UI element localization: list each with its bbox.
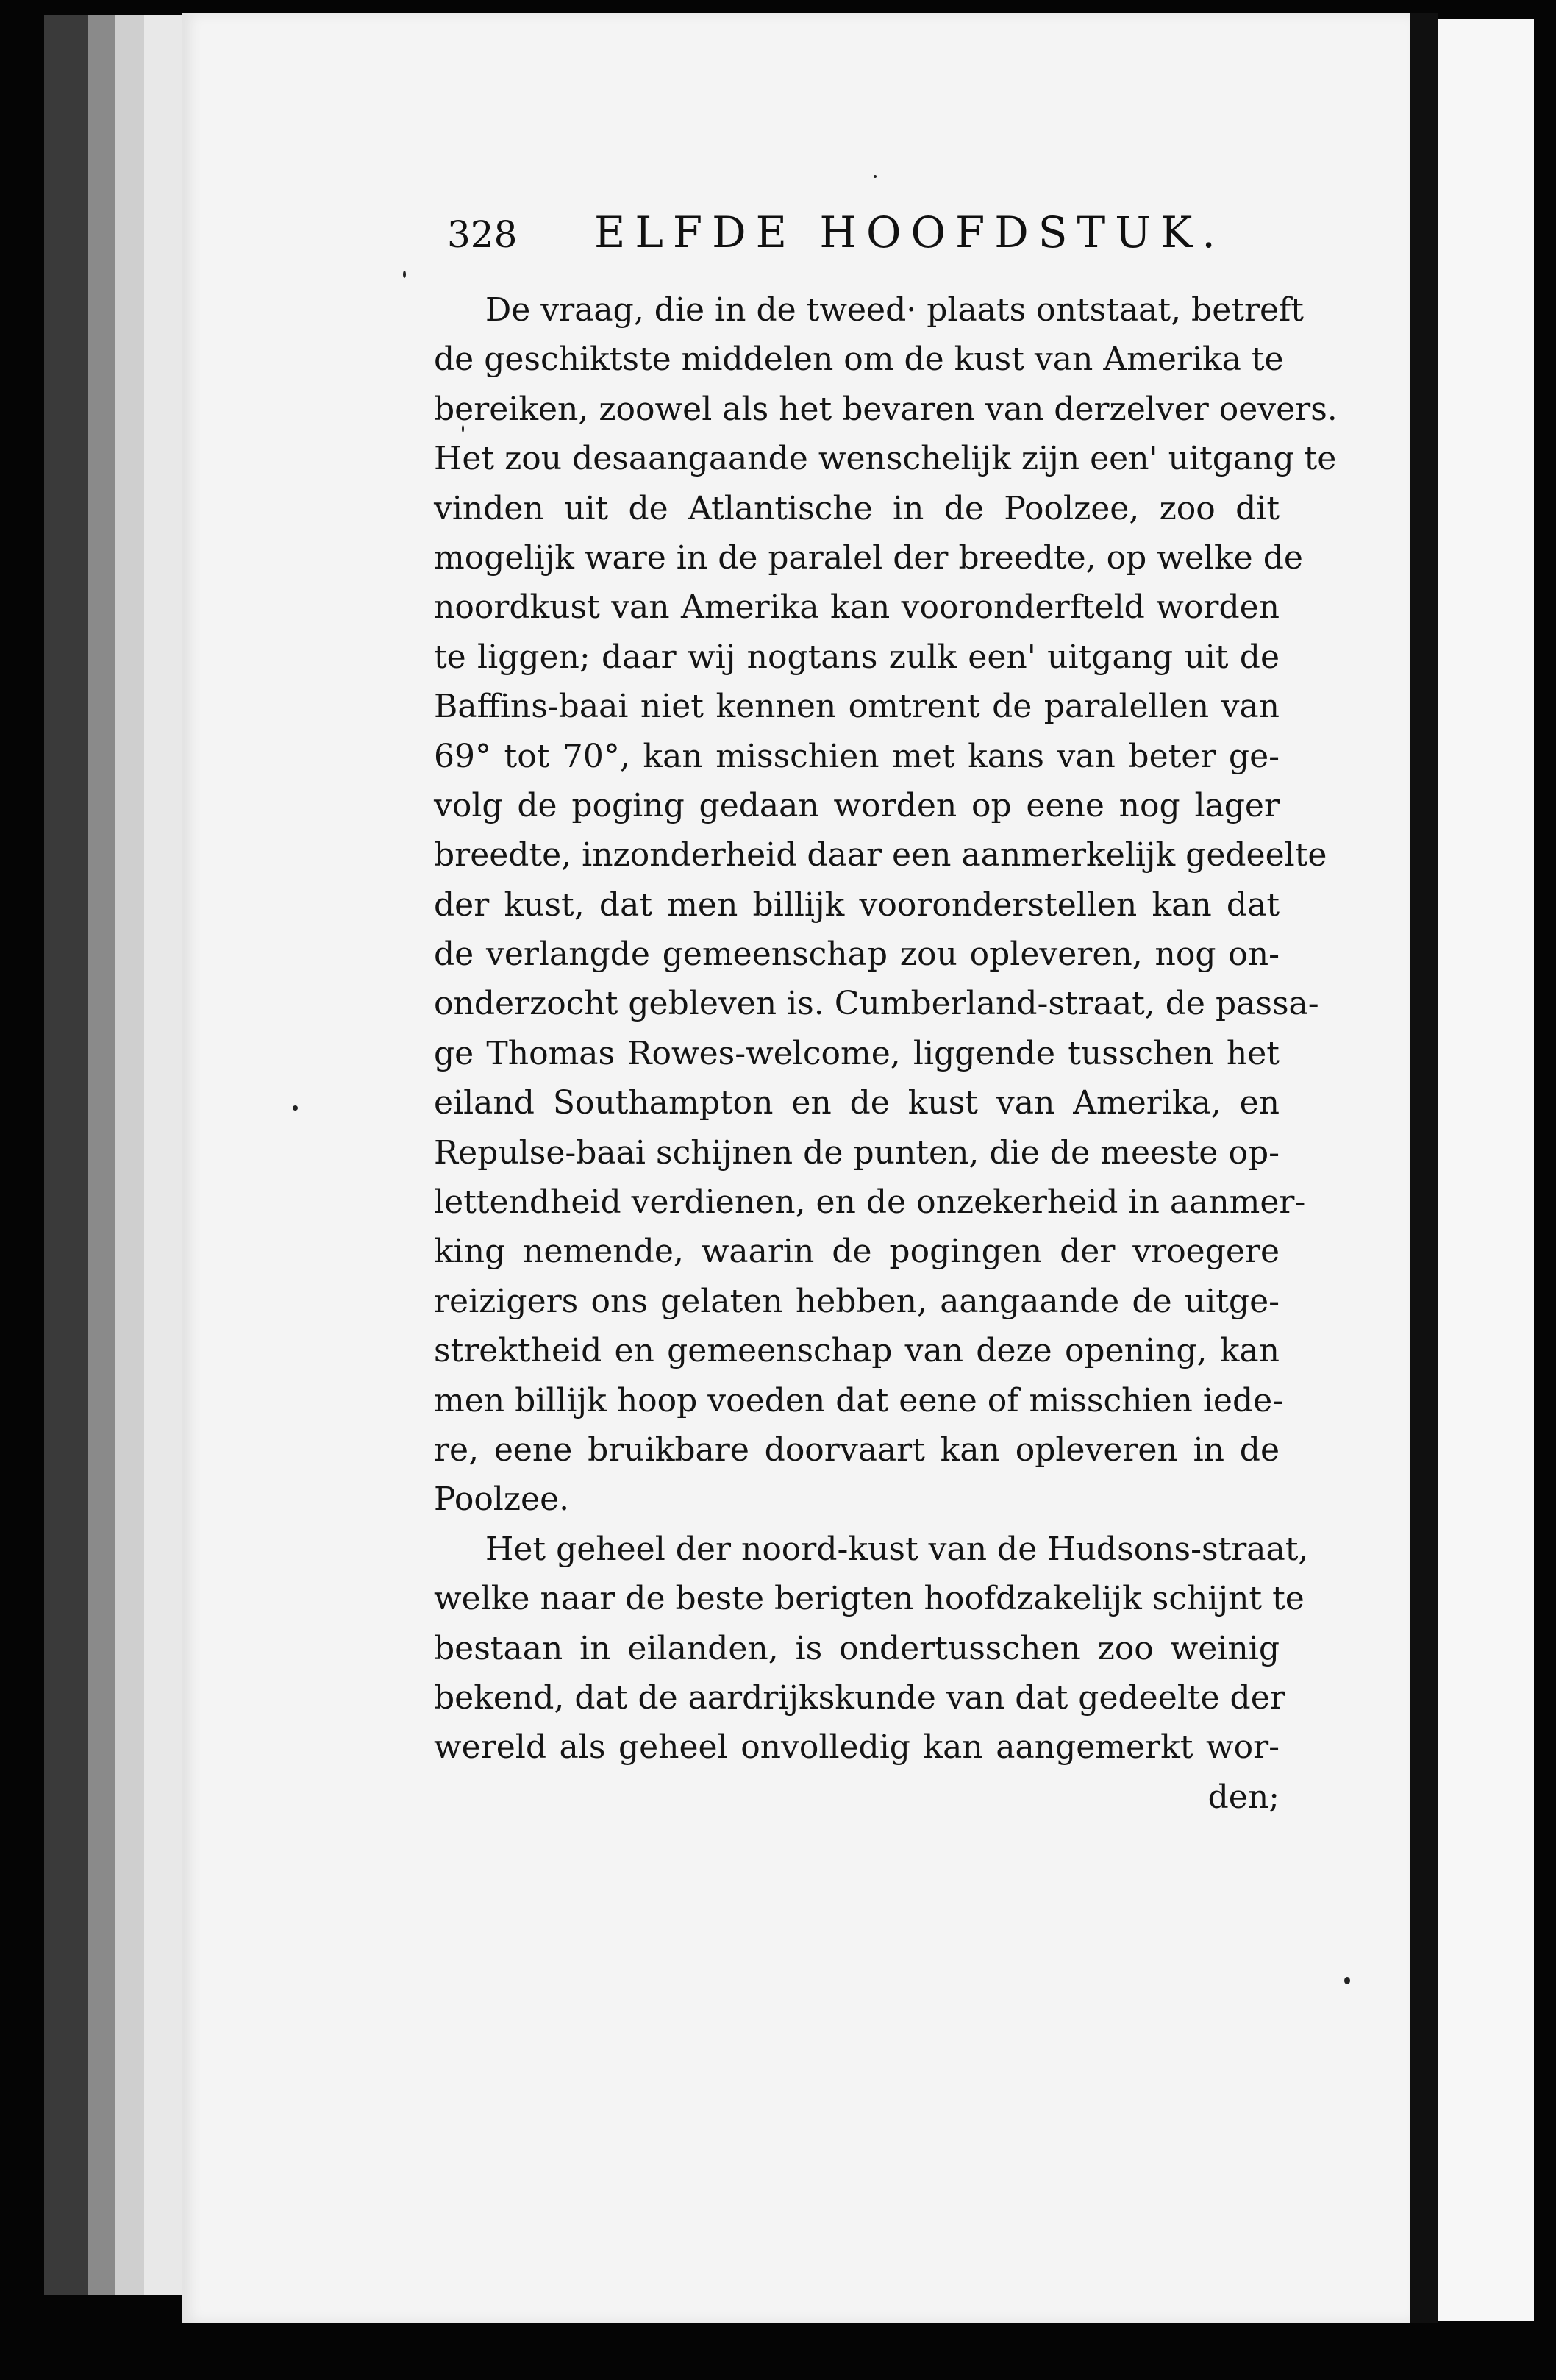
text-line: de geschiktste middelen om de kust van Amerika te <box>434 341 1284 379</box>
text-line: te liggen; daar wij nogtans zulk een' uitgang uit de <box>434 638 1280 676</box>
text-line: Het zou desaangaande wenschelijk zijn een' uitgang te <box>434 440 1337 478</box>
text-line: Baffins-baai niet kennen omtrent de paralellen van <box>434 688 1280 726</box>
paper-speck <box>874 175 877 178</box>
left-page-edge <box>88 15 115 2295</box>
text-line: bekend, dat de aardrijkskunde van dat gedeelte der <box>434 1678 1285 1717</box>
chapter-title: ELFDE HOOFDSTUK. <box>594 207 1225 257</box>
page-number: 328 <box>447 213 518 256</box>
text-line: wereld als geheel onvolledig kan aangemerkt wor- <box>434 1728 1280 1767</box>
text-line: 69° tot 70°, kan misschien met kans van beter ge- <box>434 737 1280 775</box>
left-page-edge-light <box>115 15 144 2295</box>
text-line: king nemende, waarin de pogingen der vroegere <box>434 1233 1280 1271</box>
text-line: welke naar de beste berigten hoofdzakelijk schijnt te <box>434 1580 1305 1618</box>
paper-speck <box>403 271 406 278</box>
text-line: Het geheel der noord-kust van de Hudsons-straat, <box>485 1530 1309 1568</box>
text-line: bestaan in eilanden, is ondertusschen zoo weinig <box>434 1629 1280 1667</box>
text-line: volg de poging gedaan worden op eene nog lager <box>434 786 1280 824</box>
text-line: Poolzee. <box>434 1481 570 1519</box>
text-line: de verlangde gemeenschap zou opleveren, nog on- <box>434 936 1280 974</box>
text-line: breedte, inzonderheid daar een aanmerkelijk gedeelte <box>434 836 1327 874</box>
paper-speck <box>1344 1977 1350 1984</box>
text-line: men billijk hoop voeden dat eene of misschien iede- <box>434 1381 1284 1419</box>
text-line: mogelijk ware in de paralel der breedte, op welke de <box>434 538 1303 577</box>
left-gutter-shadow <box>44 15 88 2295</box>
text-line: noordkust van Amerika kan vooronderfteld worden <box>434 588 1280 627</box>
text-line: onderzocht gebleven is. Cumberland-straat, de passa- <box>434 985 1319 1023</box>
text-line: vinden uit de Atlantische in de Poolzee, zoo dit <box>434 489 1280 527</box>
catchword: den; <box>1207 1778 1280 1816</box>
binding-shadow <box>1410 13 1438 2323</box>
opposite-page-edge <box>1438 19 1534 2321</box>
running-head <box>447 207 1256 266</box>
text-line: der kust, dat men billijk vooronderstellen kan dat <box>434 886 1280 924</box>
text-line: eiland Southampton en de kust van Amerika, en <box>434 1084 1280 1122</box>
text-line: strektheid en gemeenschap van deze opening, kan <box>434 1332 1280 1370</box>
text-line: De vraag, die in de tweed· plaats ontstaat, betreft <box>485 291 1304 329</box>
text-line: bereiken, zoowel als het bevaren van derzelver oevers. <box>434 390 1338 428</box>
text-line: Repulse-baai schijnen de punten, die de meeste op- <box>434 1133 1280 1172</box>
text-line: lettendheid verdienen, en de onzekerheid in aanmer- <box>434 1183 1306 1222</box>
text-line: reizigers ons gelaten hebben, aangaande de uitge- <box>434 1282 1280 1320</box>
left-page-edge-lighter <box>144 15 182 2295</box>
text-line: re, eene bruikbare doorvaart kan opleveren in de <box>434 1431 1280 1469</box>
body-text <box>434 285 1338 1822</box>
paper-speck <box>293 1105 298 1111</box>
text-line: ge Thomas Rowes-welcome, liggende tusschen het <box>434 1034 1280 1072</box>
